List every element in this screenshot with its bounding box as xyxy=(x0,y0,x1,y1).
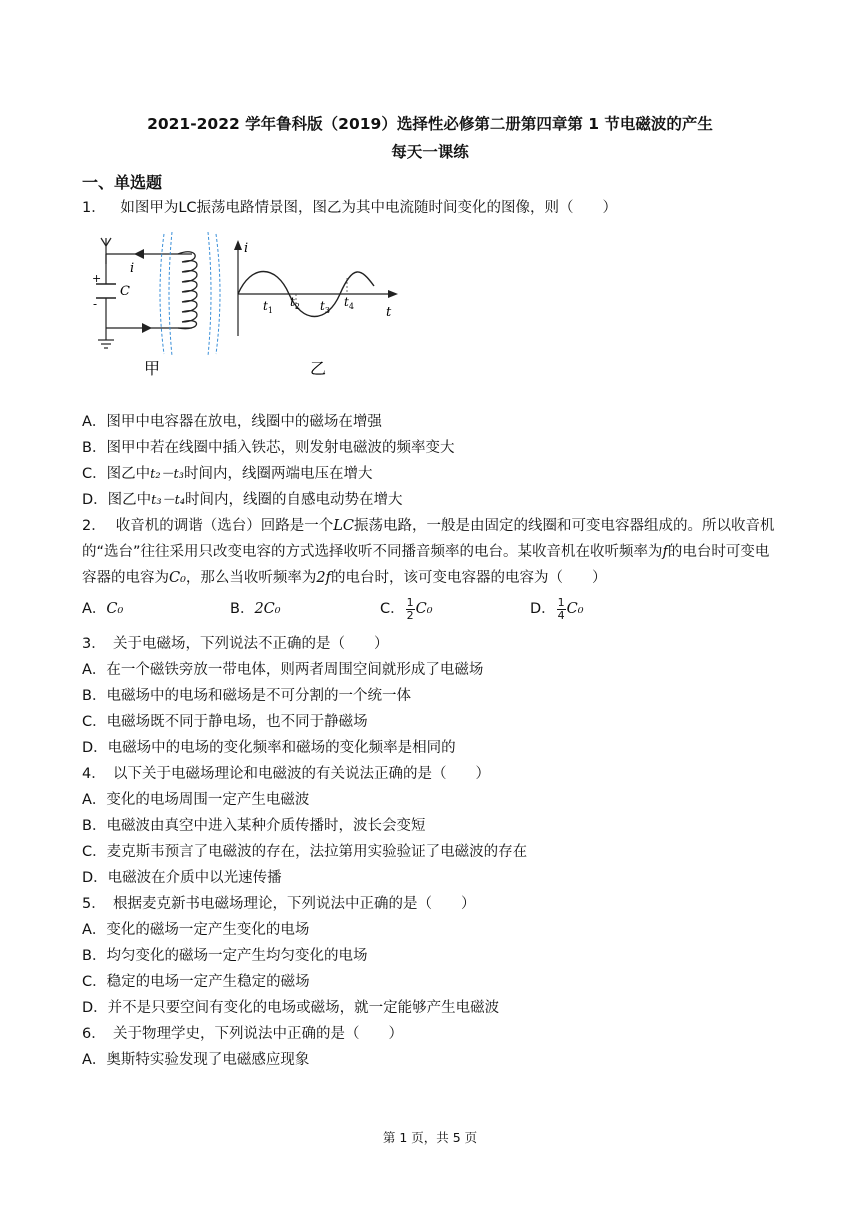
question-5-stem: 5． 根据麦克新书电磁场理论，下列说法中正确的是（ ） xyxy=(82,896,476,912)
capacitor-label: C xyxy=(120,284,130,299)
question-3-stem: 3． 关于电磁场，下列说法不正确的是（ ） xyxy=(82,636,389,652)
q1-option-b: B．图甲中若在线圈中插入铁芯，则发射电磁波的频率变大 xyxy=(82,440,455,456)
q3-option-b: B．电磁场中的电场和磁场是不可分割的一个统一体 xyxy=(82,688,411,704)
q2-option-d: D． $\frac{1}{4}$ C₀ xyxy=(530,595,584,622)
x-axis-label: t xyxy=(386,305,392,320)
q2-options xyxy=(82,596,802,626)
math-expression: t₂－t₃ xyxy=(150,467,184,482)
q4-option-d: D．电磁波在介质中以光速传播 xyxy=(82,870,282,886)
document-subtitle: 每天一课练 xyxy=(391,143,469,161)
question-2-stem-line1: 2． 收音机的调谐（选台）回路是一个LC振荡电路，一般是由固定的线圈和可变电容器组成的。所以收音机 xyxy=(82,518,775,534)
y-axis-label: i xyxy=(244,241,249,256)
question-text: 如图甲为LC振荡电路情景图，图乙为其中电流随时间变化的图像，则（ ） xyxy=(120,200,618,216)
q2-option-c: C． $\frac{1}{2}$ C₀ xyxy=(380,595,433,622)
q6-option-a: A．奥斯特实验发现了电磁感应现象 xyxy=(82,1052,310,1068)
x-axis-arrow-icon xyxy=(388,290,398,298)
graph-axes xyxy=(238,246,391,336)
current-arrow-icon xyxy=(134,249,144,259)
figure-caption-jia: 甲 xyxy=(144,359,161,378)
question-2-stem-line2: 的“选台”往往采用只改变电容的方式选择收听不同播音频率的电台。某收音机在收听频率为f的电台时可变电 xyxy=(82,544,770,560)
q4-option-a: A．变化的电场周围一定产生电磁波 xyxy=(82,792,310,808)
plus-sign: + xyxy=(92,272,102,285)
q5-option-d: D．并不是只要空间有变化的电场或磁场，就一定能够产生电磁波 xyxy=(82,1000,500,1016)
figure-caption-yi: 乙 xyxy=(310,359,327,378)
t2-label: $t_2$ xyxy=(290,295,300,311)
q5-option-a: A．变化的磁场一定产生变化的电场 xyxy=(82,922,310,938)
question-6-stem: 6． 关于物理学史，下列说法中正确的是（ ） xyxy=(82,1026,403,1042)
q5-option-c: C．稳定的电场一定产生稳定的磁场 xyxy=(82,974,310,990)
q3-option-a: A．在一个磁铁旁放一带电体，则两者周围空间就形成了电磁场 xyxy=(82,662,484,678)
q1-option-a: A．图甲中电容器在放电，线圈中的磁场在增强 xyxy=(82,414,382,430)
question-1-stem xyxy=(82,198,802,218)
q1-option-c: C．图乙中t₂－t₃时间内，线圈两端电压在增大 xyxy=(82,466,373,482)
question-4-stem: 4． 以下关于电磁场理论和电磁波的有关说法正确的是（ ） xyxy=(82,766,490,782)
question-1-figure xyxy=(86,228,426,388)
coil-icon xyxy=(178,252,197,329)
t4-label: $t_4$ xyxy=(344,295,354,311)
section-heading: 一、单选题 xyxy=(82,173,163,192)
t1-label: $t_1$ xyxy=(263,299,273,315)
document-title: 2021-2022 学年鲁科版（2019）选择性必修第二册第四章第 1 节电磁波的产生 xyxy=(147,115,713,133)
magnetic-field-lines xyxy=(160,232,220,356)
q2-option-b: B．2C₀ xyxy=(230,601,281,617)
ground-icon xyxy=(98,340,114,348)
q5-option-b: B．均匀变化的磁场一定产生均匀变化的电场 xyxy=(82,948,368,964)
math-expression: t₃－t₄ xyxy=(151,493,186,508)
q4-option-c: C．麦克斯韦预言了电磁波的存在，法拉第用实验验证了电磁波的存在 xyxy=(82,844,528,860)
q2-option-a: A．C₀ xyxy=(82,601,124,617)
page-footer: 第 1 页，共 5 页 xyxy=(382,1130,478,1145)
capacitor-symbol xyxy=(96,284,116,298)
q4-option-b: B．电磁波由真空中进入某种介质传播时，波长会变短 xyxy=(82,818,426,834)
question-number: 1． xyxy=(82,200,106,216)
q3-option-d: D．电磁场中的电场的变化频率和磁场的变化频率是相同的 xyxy=(82,740,456,756)
current-label: i xyxy=(130,261,135,276)
q3-option-c: C．电磁场既不同于静电场，也不同于静磁场 xyxy=(82,714,368,730)
current-arrow-icon xyxy=(142,323,152,333)
q1-option-d: D．图乙中t₃－t₄时间内，线圈的自感电动势在增大 xyxy=(82,492,403,508)
question-2-stem-line3: 容器的电容为C₀，那么当收听频率为2f的电台时，该可变电容器的电容为（ ） xyxy=(82,570,607,586)
t3-label: $t_3$ xyxy=(320,299,330,315)
y-axis-arrow-icon xyxy=(234,240,242,250)
minus-sign: - xyxy=(93,297,98,311)
